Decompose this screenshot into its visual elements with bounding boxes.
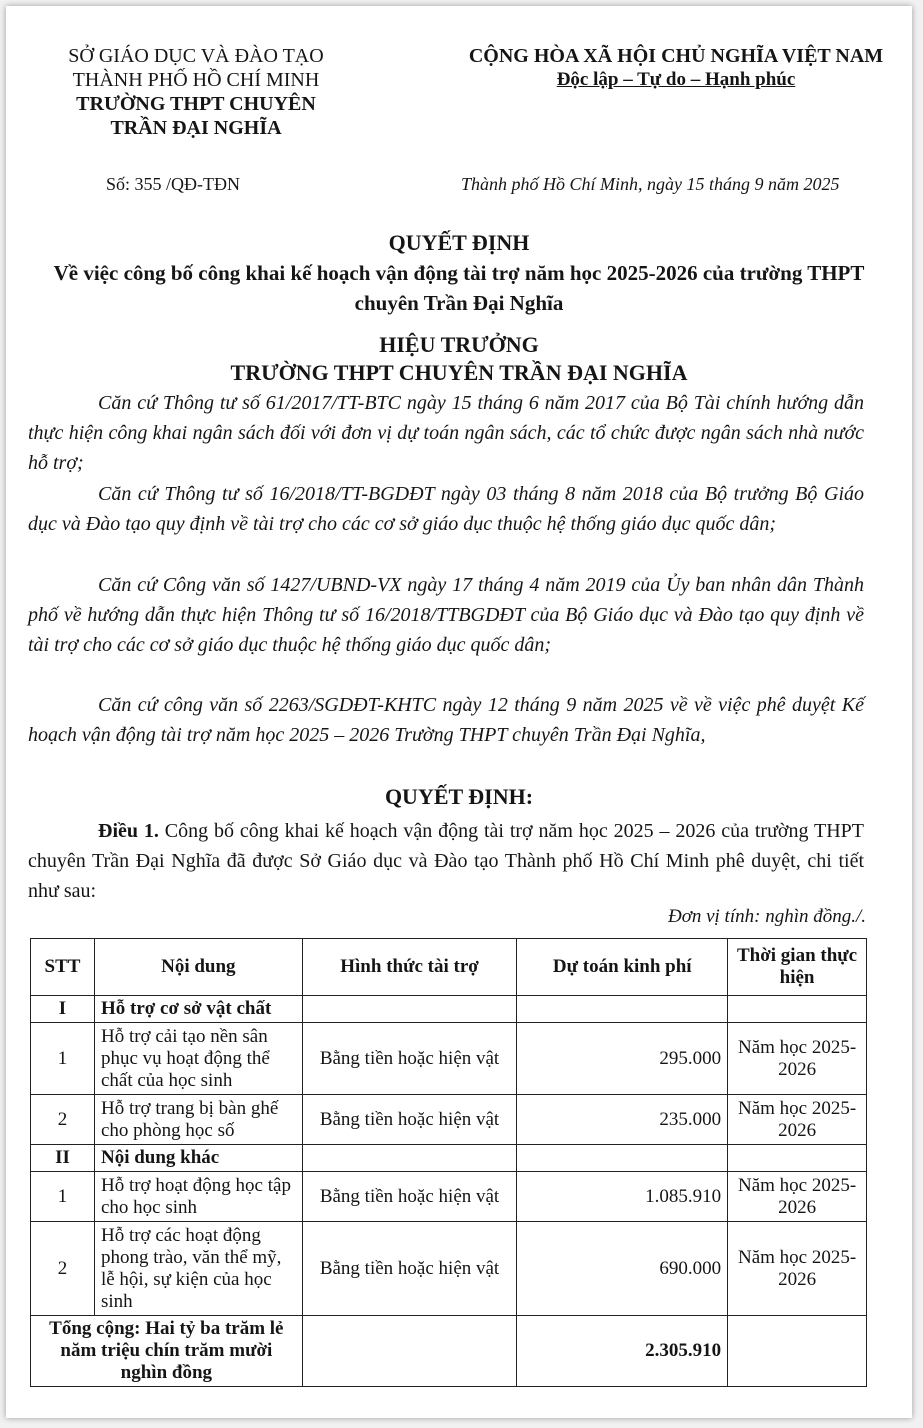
document-page bbox=[6, 6, 912, 1418]
content-cell: Hỗ trợ trang bị bàn ghế cho phòng học số bbox=[94, 1095, 302, 1145]
legal-ground: Căn cứ Thông tư số 16/2018/TT-BGDĐT ngày 03 tháng 8 năm 2018 của Bộ trưởng Bộ Giáo dục và Đào tạo quy định về tài trợ cho các cơ sở giáo dục thuộc hệ thống giáo dục quốc dân; bbox=[28, 483, 864, 535]
legal-ground: Căn cứ công văn số 2263/SGDĐT-KHTC ngày 12 tháng 9 năm 2025 về về việc phê duyệt Kế hoạch vận động tài trợ năm học 2025 – 2026 Trường THPT chuyên Trần Đại Nghĩa, bbox=[28, 694, 864, 746]
stt-cell: 2 bbox=[31, 1222, 95, 1316]
national-header bbox=[446, 44, 906, 92]
date-line: Thành phố Hồ Chí Minh, ngày 15 tháng 9 năm 2025 bbox=[461, 174, 840, 194]
form-cell: Bằng tiền hoặc hiện vật bbox=[302, 1095, 517, 1145]
legal-ground: Căn cứ Công văn số 1427/UBND-VX ngày 17 tháng 4 năm 2019 của Ủy ban nhân dân Thành phố về hướng dẫn thực hiện Thông tư số 16/2018/TTBGDĐT của Bộ Giáo dục và Đào tạo quy định về tài trợ cho các cơ sở giáo dục thuộc hệ thống giáo dục quốc dân; bbox=[28, 574, 864, 656]
form-cell: Bằng tiền hoặc hiện vật bbox=[302, 1172, 517, 1222]
empty-cell bbox=[728, 1145, 867, 1172]
country-title: CỘNG HÒA XÃ HỘI CHỦ NGHĨA VIỆT NAM bbox=[468, 45, 884, 67]
empty-cell bbox=[517, 1145, 728, 1172]
amount-cell: 235.000 bbox=[517, 1095, 728, 1145]
table-header-row bbox=[31, 939, 867, 996]
agency-line: SỞ GIÁO DỤC VÀ ĐÀO TẠO bbox=[68, 45, 324, 67]
section-row bbox=[31, 1145, 867, 1172]
header-cell: Thời gian thực hiện bbox=[728, 939, 867, 996]
unit-note: Đơn vị tính: nghìn đồng./. bbox=[667, 906, 866, 927]
amount-cell: 1.085.910 bbox=[517, 1172, 728, 1222]
section-row bbox=[31, 996, 867, 1023]
content-cell: Hỗ trợ cải tạo nền sân phục vụ hoạt động thể chất của học sinh bbox=[94, 1023, 302, 1095]
article-label: Điều 1. bbox=[98, 820, 159, 842]
agency-line: THÀNH PHỐ HỒ CHÍ MINH bbox=[72, 69, 320, 91]
content-cell: Hỗ trợ hoạt động học tập cho học sinh bbox=[94, 1172, 302, 1222]
empty-cell bbox=[517, 996, 728, 1023]
reference-number: Số: 355 /QĐ-TĐN bbox=[106, 174, 240, 194]
time-cell: Năm học 2025-2026 bbox=[728, 1222, 867, 1316]
table-row bbox=[31, 1222, 867, 1316]
time-cell: Năm học 2025-2026 bbox=[728, 1172, 867, 1222]
national-motto: Độc lập – Tự do – Hạnh phúc bbox=[556, 69, 796, 90]
section-number: II bbox=[31, 1145, 95, 1172]
article-text: Công bố công khai kế hoạch vận động tài trợ năm học 2025 – 2026 của trường THPT chuyên Trần Đại Nghĩa đã được Sở Giáo dục và Đào tạo Thành phố Hồ Chí Minh phê duyệt, chi tiết như sau: bbox=[28, 820, 865, 902]
table-row bbox=[31, 1095, 867, 1145]
empty-cell bbox=[302, 996, 517, 1023]
issuing-agency bbox=[26, 44, 366, 140]
stt-cell: 1 bbox=[31, 1172, 95, 1222]
school-line: TRẦN ĐẠI NGHĨA bbox=[110, 117, 282, 139]
legal-ground: Căn cứ Thông tư số 61/2017/TT-BTC ngày 15 tháng 6 năm 2017 của Bộ Tài chính hướng dẫn thực hiện công khai ngân sách đối với đơn vị dự toán ngân sách, các tổ chức được ngân sách nhà nước hỗ trợ; bbox=[28, 392, 864, 474]
form-cell: Bằng tiền hoặc hiện vật bbox=[302, 1222, 517, 1316]
amount-cell: 690.000 bbox=[517, 1222, 728, 1316]
stt-cell: 2 bbox=[31, 1095, 95, 1145]
table-row bbox=[31, 1172, 867, 1222]
time-cell: Năm học 2025-2026 bbox=[728, 1095, 867, 1145]
document-subject: Về việc công bố công khai kế hoạch vận động tài trợ năm học 2025-2026 của trường THPT chuyên Trần Đại Nghĩa bbox=[53, 261, 865, 315]
header-cell: Nội dung bbox=[94, 939, 302, 996]
authority-title: HIỆU TRƯỞNG bbox=[379, 332, 539, 357]
header-cell: Hình thức tài trợ bbox=[302, 939, 517, 996]
school-line: TRƯỜNG THPT CHUYÊN bbox=[76, 93, 316, 115]
article-1 bbox=[28, 816, 864, 906]
total-row bbox=[31, 1316, 867, 1387]
total-amount: 2.305.910 bbox=[517, 1316, 728, 1387]
section-name: Hỗ trợ cơ sở vật chất bbox=[94, 996, 302, 1023]
content-cell: Hỗ trợ các hoạt động phong trào, văn thể mỹ, lễ hội, sự kiện của học sinh bbox=[94, 1222, 302, 1316]
header-cell: STT bbox=[31, 939, 95, 996]
empty-cell bbox=[302, 1145, 517, 1172]
empty-cell bbox=[728, 1316, 867, 1387]
header-cell: Dự toán kinh phí bbox=[517, 939, 728, 996]
stt-cell: 1 bbox=[31, 1023, 95, 1095]
empty-cell bbox=[728, 996, 867, 1023]
authority-school: TRƯỜNG THPT CHUYÊN TRẦN ĐẠI NGHĨA bbox=[230, 360, 688, 385]
form-cell: Bằng tiền hoặc hiện vật bbox=[302, 1023, 517, 1095]
document-title: QUYẾT ĐỊNH bbox=[388, 230, 530, 255]
section-name: Nội dung khác bbox=[94, 1145, 302, 1172]
amount-cell: 295.000 bbox=[517, 1023, 728, 1095]
total-label: Tổng cộng: Hai tỷ ba trăm lẻ năm triệu chín trăm mười nghìn đồng bbox=[31, 1316, 303, 1387]
time-cell: Năm học 2025-2026 bbox=[728, 1023, 867, 1095]
decision-heading: QUYẾT ĐỊNH: bbox=[384, 784, 534, 809]
sponsorship-plan-table bbox=[30, 938, 867, 1387]
table-row bbox=[31, 1023, 867, 1095]
section-number: I bbox=[31, 996, 95, 1023]
empty-cell bbox=[302, 1316, 517, 1387]
